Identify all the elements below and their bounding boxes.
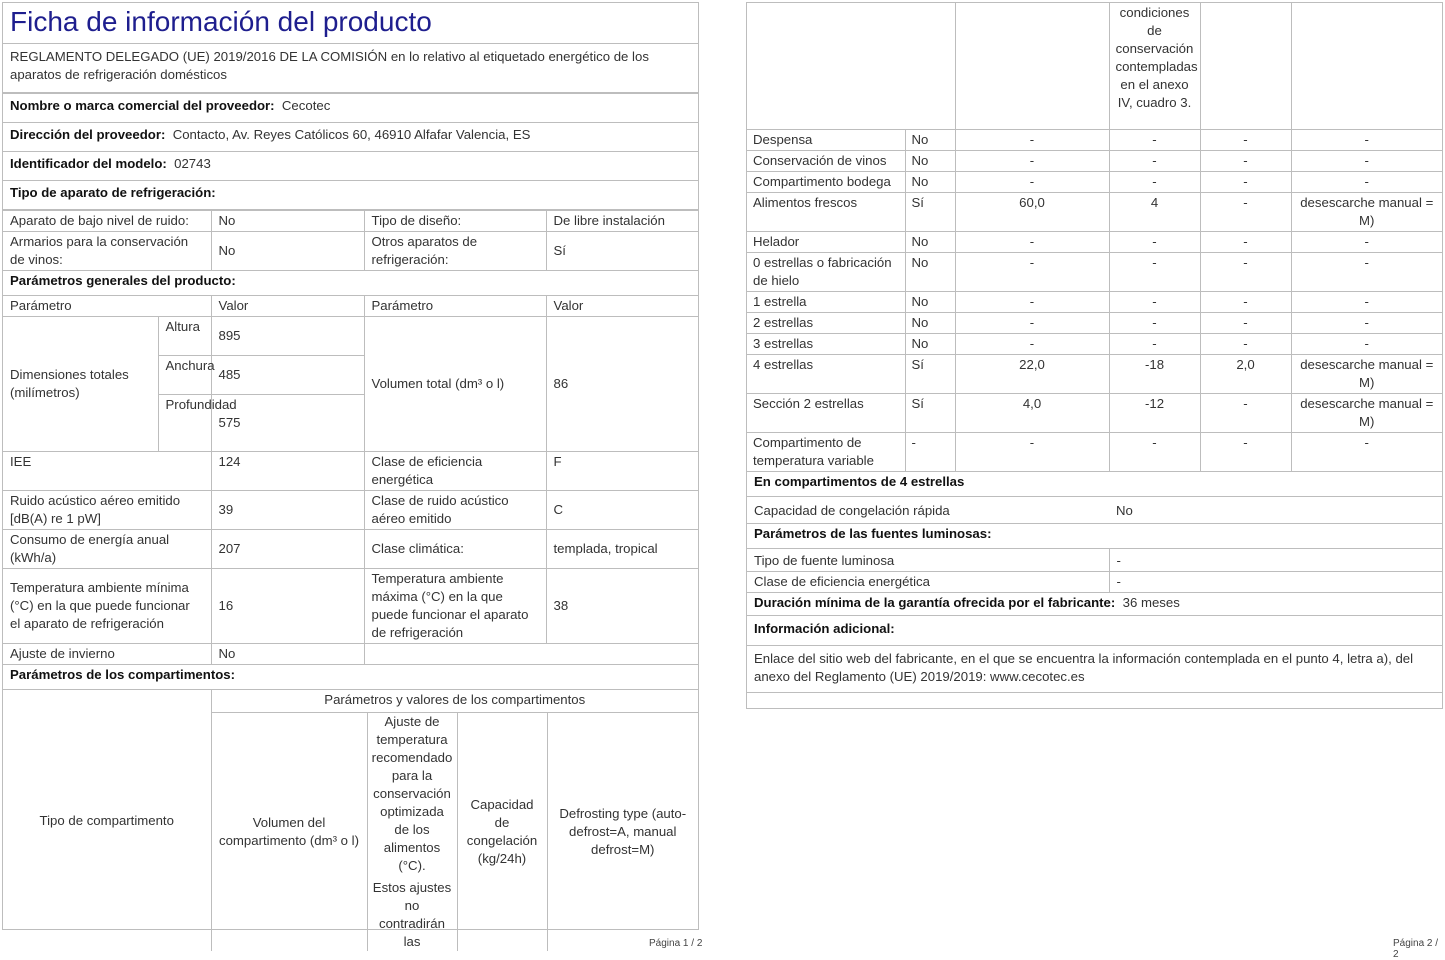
compartment-freeze-cell: -: [1200, 172, 1291, 193]
light-type-value: -: [1109, 549, 1442, 572]
dims-label: Dimensiones totales (milímetros): [3, 317, 158, 452]
tmin-label: Temperatura ambiente mínima (°C) en la que puede funcionar el aparato de refrigeración: [3, 569, 211, 644]
compartment-volume-cell: 22,0: [955, 355, 1109, 394]
model-label: Identificador del modelo:: [10, 156, 167, 171]
compartment-table: [747, 2, 1442, 472]
low-noise-label: Aparato de bajo nivel de ruido:: [3, 211, 211, 232]
compartment-defrost-cell: -: [1291, 151, 1442, 172]
temp-header-continuation: condiciones de conservación contempladas en el anexo IV, cuadro 3.: [1109, 3, 1200, 130]
compartment-name-cell: Compartimento bodega: [747, 172, 905, 193]
wine-value: No: [211, 232, 364, 271]
compartment-temp-cell: -: [1109, 232, 1200, 253]
page-2-footer: Página 2 / 2: [1393, 938, 1439, 960]
noise-value: 39: [211, 491, 364, 530]
compartment-volume-cell: -: [955, 130, 1109, 151]
energy-value: 207: [211, 530, 364, 569]
regulation-text: REGLAMENTO DELEGADO (UE) 2019/2016 DE LA COMISIÓN en lo relativo al etiquetado energético de los aparatos de refrigeración domésticos: [3, 44, 698, 93]
compartment-name-cell: 2 estrellas: [747, 313, 905, 334]
compartment-name-cell: 4 estrellas: [747, 355, 905, 394]
compartment-freeze-cell: 2,0: [1200, 355, 1291, 394]
warranty-label: Duración mínima de la garantía ofrecida por el fabricante:: [754, 595, 1116, 610]
compartment-present-cell: Sí: [905, 355, 955, 394]
compartment-present-cell: No: [905, 313, 955, 334]
comp-freeze-header: Capacidad de congelación (kg/24h): [457, 713, 547, 952]
volume-value: 86: [546, 317, 698, 452]
comp-volume-header: Volumen del compartimento (dm³ o l): [211, 713, 367, 952]
compartment-present-cell: No: [905, 151, 955, 172]
compartment-defrost-cell: desescarche manual = M): [1291, 355, 1442, 394]
table-row: [747, 130, 1442, 151]
compartment-defrost-cell: -: [1291, 292, 1442, 313]
compartment-freeze-cell: -: [1200, 313, 1291, 334]
compartment-freeze-cell: -: [1200, 130, 1291, 151]
compartment-temp-cell: -18: [1109, 355, 1200, 394]
width-value: 485: [211, 356, 364, 395]
supplier-info-table: [3, 93, 698, 210]
design-label: Tipo de diseño:: [364, 211, 546, 232]
address-label: Dirección del proveedor:: [10, 127, 166, 142]
height-value: 895: [211, 317, 364, 356]
compartment-present-cell: Sí: [905, 193, 955, 232]
additional-heading: Información adicional:: [747, 616, 1442, 646]
table-row: [747, 313, 1442, 334]
compartment-defrost-cell: -: [1291, 130, 1442, 151]
model-value: 02743: [174, 156, 211, 171]
comp-defrost-header: Defrosting type (auto-defrost=A, manual defrost=M): [547, 713, 698, 952]
tmax-value: 38: [546, 569, 698, 644]
compartment-temp-cell: -: [1109, 292, 1200, 313]
table-row: [747, 394, 1442, 433]
compartment-name-cell: Sección 2 estrellas: [747, 394, 905, 433]
other-value: Sí: [546, 232, 698, 271]
address-value: Contacto, Av. Reyes Católicos 60, 46910 Alfafar Valencia, ES: [172, 127, 531, 142]
compartment-volume-cell: -: [955, 172, 1109, 193]
comp-temp-header-2: Estos ajustes no contradirán las: [372, 880, 452, 949]
depth-label: Profundidad: [158, 395, 211, 452]
compartment-present-cell: No: [905, 292, 955, 313]
light-class-value: -: [1109, 572, 1442, 593]
iee-label: IEE: [3, 452, 211, 491]
noise-class-label: Clase de ruido acústico aéreo emitido: [364, 491, 546, 530]
compartment-freeze-cell: -: [1200, 394, 1291, 433]
light-class-label: Clase de eficiencia energética: [747, 572, 1109, 593]
energy-label: Consumo de energía anual (kWh/a): [3, 530, 211, 569]
eff-class-value: F: [546, 452, 698, 491]
compartment-name-cell: 3 estrellas: [747, 334, 905, 355]
table-row: [747, 172, 1442, 193]
compartment-name-cell: 1 estrella: [747, 292, 905, 313]
compartment-volume-cell: -: [955, 151, 1109, 172]
compartment-volume-cell: -: [955, 232, 1109, 253]
compartment-freeze-cell: -: [1200, 433, 1291, 472]
volume-label: Volumen total (dm³ o l): [364, 317, 546, 452]
compartment-defrost-cell: -: [1291, 313, 1442, 334]
general-heading: Parámetros generales del producto:: [3, 271, 698, 296]
compartment-freeze-cell: -: [1200, 292, 1291, 313]
compartment-present-cell: No: [905, 232, 955, 253]
comp-group-header: Parámetros y valores de los compartimentos: [211, 690, 698, 713]
page-title: Ficha de información del producto: [3, 3, 698, 44]
supplier-label: Nombre o marca comercial del proveedor:: [10, 98, 275, 113]
other-label: Otros aparatos de refrigeración:: [364, 232, 546, 271]
compartment-name-cell: Helador: [747, 232, 905, 253]
compartment-temp-cell: -: [1109, 253, 1200, 292]
four-star-heading: En compartimentos de 4 estrellas: [747, 472, 1442, 497]
compartment-defrost-cell: -: [1291, 253, 1442, 292]
compartment-volume-cell: 60,0: [955, 193, 1109, 232]
table-row: [747, 433, 1442, 472]
compartment-present-cell: No: [905, 334, 955, 355]
table-row: [747, 193, 1442, 232]
general-params-table: [3, 210, 698, 690]
compartment-temp-cell: -: [1109, 313, 1200, 334]
eff-class-label: Clase de eficiencia energética: [364, 452, 546, 491]
compartment-volume-cell: -: [955, 433, 1109, 472]
comp-temp-header: Ajuste de temperatura recomendado para la conservación optimizada de los alimentos (°C).: [371, 714, 453, 873]
table-row: [747, 334, 1442, 355]
col-value-1: Valor: [211, 296, 364, 317]
compartment-volume-cell: -: [955, 292, 1109, 313]
compartment-present-cell: Sí: [905, 394, 955, 433]
compartment-header-table: [3, 689, 698, 951]
winter-label: Ajuste de invierno: [3, 644, 211, 665]
comp-type-header: Tipo de compartimento: [3, 690, 211, 952]
height-label: Altura: [158, 317, 211, 356]
col-param-2: Parámetro: [364, 296, 546, 317]
noise-class-value: C: [546, 491, 698, 530]
table-row: [747, 232, 1442, 253]
compartment-present-cell: No: [905, 172, 955, 193]
page-2: [746, 2, 1443, 709]
climate-label: Clase climática:: [364, 530, 546, 569]
low-noise-value: No: [211, 211, 364, 232]
compartment-present-cell: -: [905, 433, 955, 472]
light-heading: Parámetros de las fuentes luminosas:: [747, 524, 1442, 549]
col-value-2: Valor: [546, 296, 698, 317]
compartment-temp-cell: -: [1109, 433, 1200, 472]
warranty-value: 36 meses: [1122, 595, 1180, 610]
compartment-freeze-cell: -: [1200, 151, 1291, 172]
compartment-present-cell: No: [905, 253, 955, 292]
fast-freeze-label: Capacidad de congelación rápida: [747, 497, 1109, 524]
extra-info-table: [747, 471, 1442, 693]
additional-text: Enlace del sitio web del fabricante, en el que se encuentra la información contemplada en el punto 4, letra a), del anexo del Reglamento (UE) 2019/2019: www.cecotec.es: [747, 646, 1442, 693]
depth-value: 575: [211, 395, 364, 452]
compartment-name-cell: Conservación de vinos: [747, 151, 905, 172]
compartment-name-cell: Alimentos frescos: [747, 193, 905, 232]
compartment-freeze-cell: -: [1200, 334, 1291, 355]
compartment-present-cell: No: [905, 130, 955, 151]
compartment-freeze-cell: -: [1200, 253, 1291, 292]
compartment-temp-cell: -: [1109, 130, 1200, 151]
compartment-freeze-cell: -: [1200, 232, 1291, 253]
width-label: Anchura: [158, 356, 211, 395]
compartment-temp-cell: -: [1109, 151, 1200, 172]
compartment-volume-cell: -: [955, 313, 1109, 334]
compartment-defrost-cell: -: [1291, 232, 1442, 253]
compartment-temp-cell: -: [1109, 334, 1200, 355]
compartment-defrost-cell: desescarche manual = M): [1291, 193, 1442, 232]
design-value: De libre instalación: [546, 211, 698, 232]
table-row: [747, 151, 1442, 172]
winter-value: No: [211, 644, 364, 665]
compartment-volume-cell: -: [955, 253, 1109, 292]
compartment-defrost-cell: -: [1291, 433, 1442, 472]
table-row: [747, 292, 1442, 313]
fast-freeze-value: No: [1109, 497, 1442, 524]
compartment-name-cell: Compartimento de temperatura variable: [747, 433, 905, 472]
light-type-label: Tipo de fuente luminosa: [747, 549, 1109, 572]
compartment-volume-cell: -: [955, 334, 1109, 355]
compartment-temp-cell: -12: [1109, 394, 1200, 433]
compartment-defrost-cell: -: [1291, 334, 1442, 355]
tmax-label: Temperatura ambiente máxima (°C) en la que puede funcionar el aparato de refrigeración: [364, 569, 546, 644]
comp-heading: Parámetros de los compartimentos:: [3, 665, 698, 690]
compartment-temp-cell: -: [1109, 172, 1200, 193]
compartment-temp-cell: 4: [1109, 193, 1200, 232]
compartment-defrost-cell: desescarche manual = M): [1291, 394, 1442, 433]
climate-value: templada, tropical: [546, 530, 698, 569]
compartment-freeze-cell: -: [1200, 193, 1291, 232]
iee-value: 124: [211, 452, 364, 491]
wine-label: Armarios para la conservación de vinos:: [3, 232, 211, 271]
type-heading: Tipo de aparato de refrigeración:: [3, 181, 698, 210]
page-1-footer: Página 1 / 2: [649, 938, 703, 949]
noise-label: Ruido acústico aéreo emitido [dB(A) re 1 pW]: [3, 491, 211, 530]
table-row: [747, 355, 1442, 394]
table-row: [747, 253, 1442, 292]
supplier-value: Cecotec: [281, 98, 331, 113]
compartment-name-cell: Despensa: [747, 130, 905, 151]
tmin-value: 16: [211, 569, 364, 644]
compartment-volume-cell: 4,0: [955, 394, 1109, 433]
compartment-defrost-cell: -: [1291, 172, 1442, 193]
col-param-1: Parámetro: [3, 296, 211, 317]
compartment-name-cell: 0 estrellas o fabricación de hielo: [747, 253, 905, 292]
